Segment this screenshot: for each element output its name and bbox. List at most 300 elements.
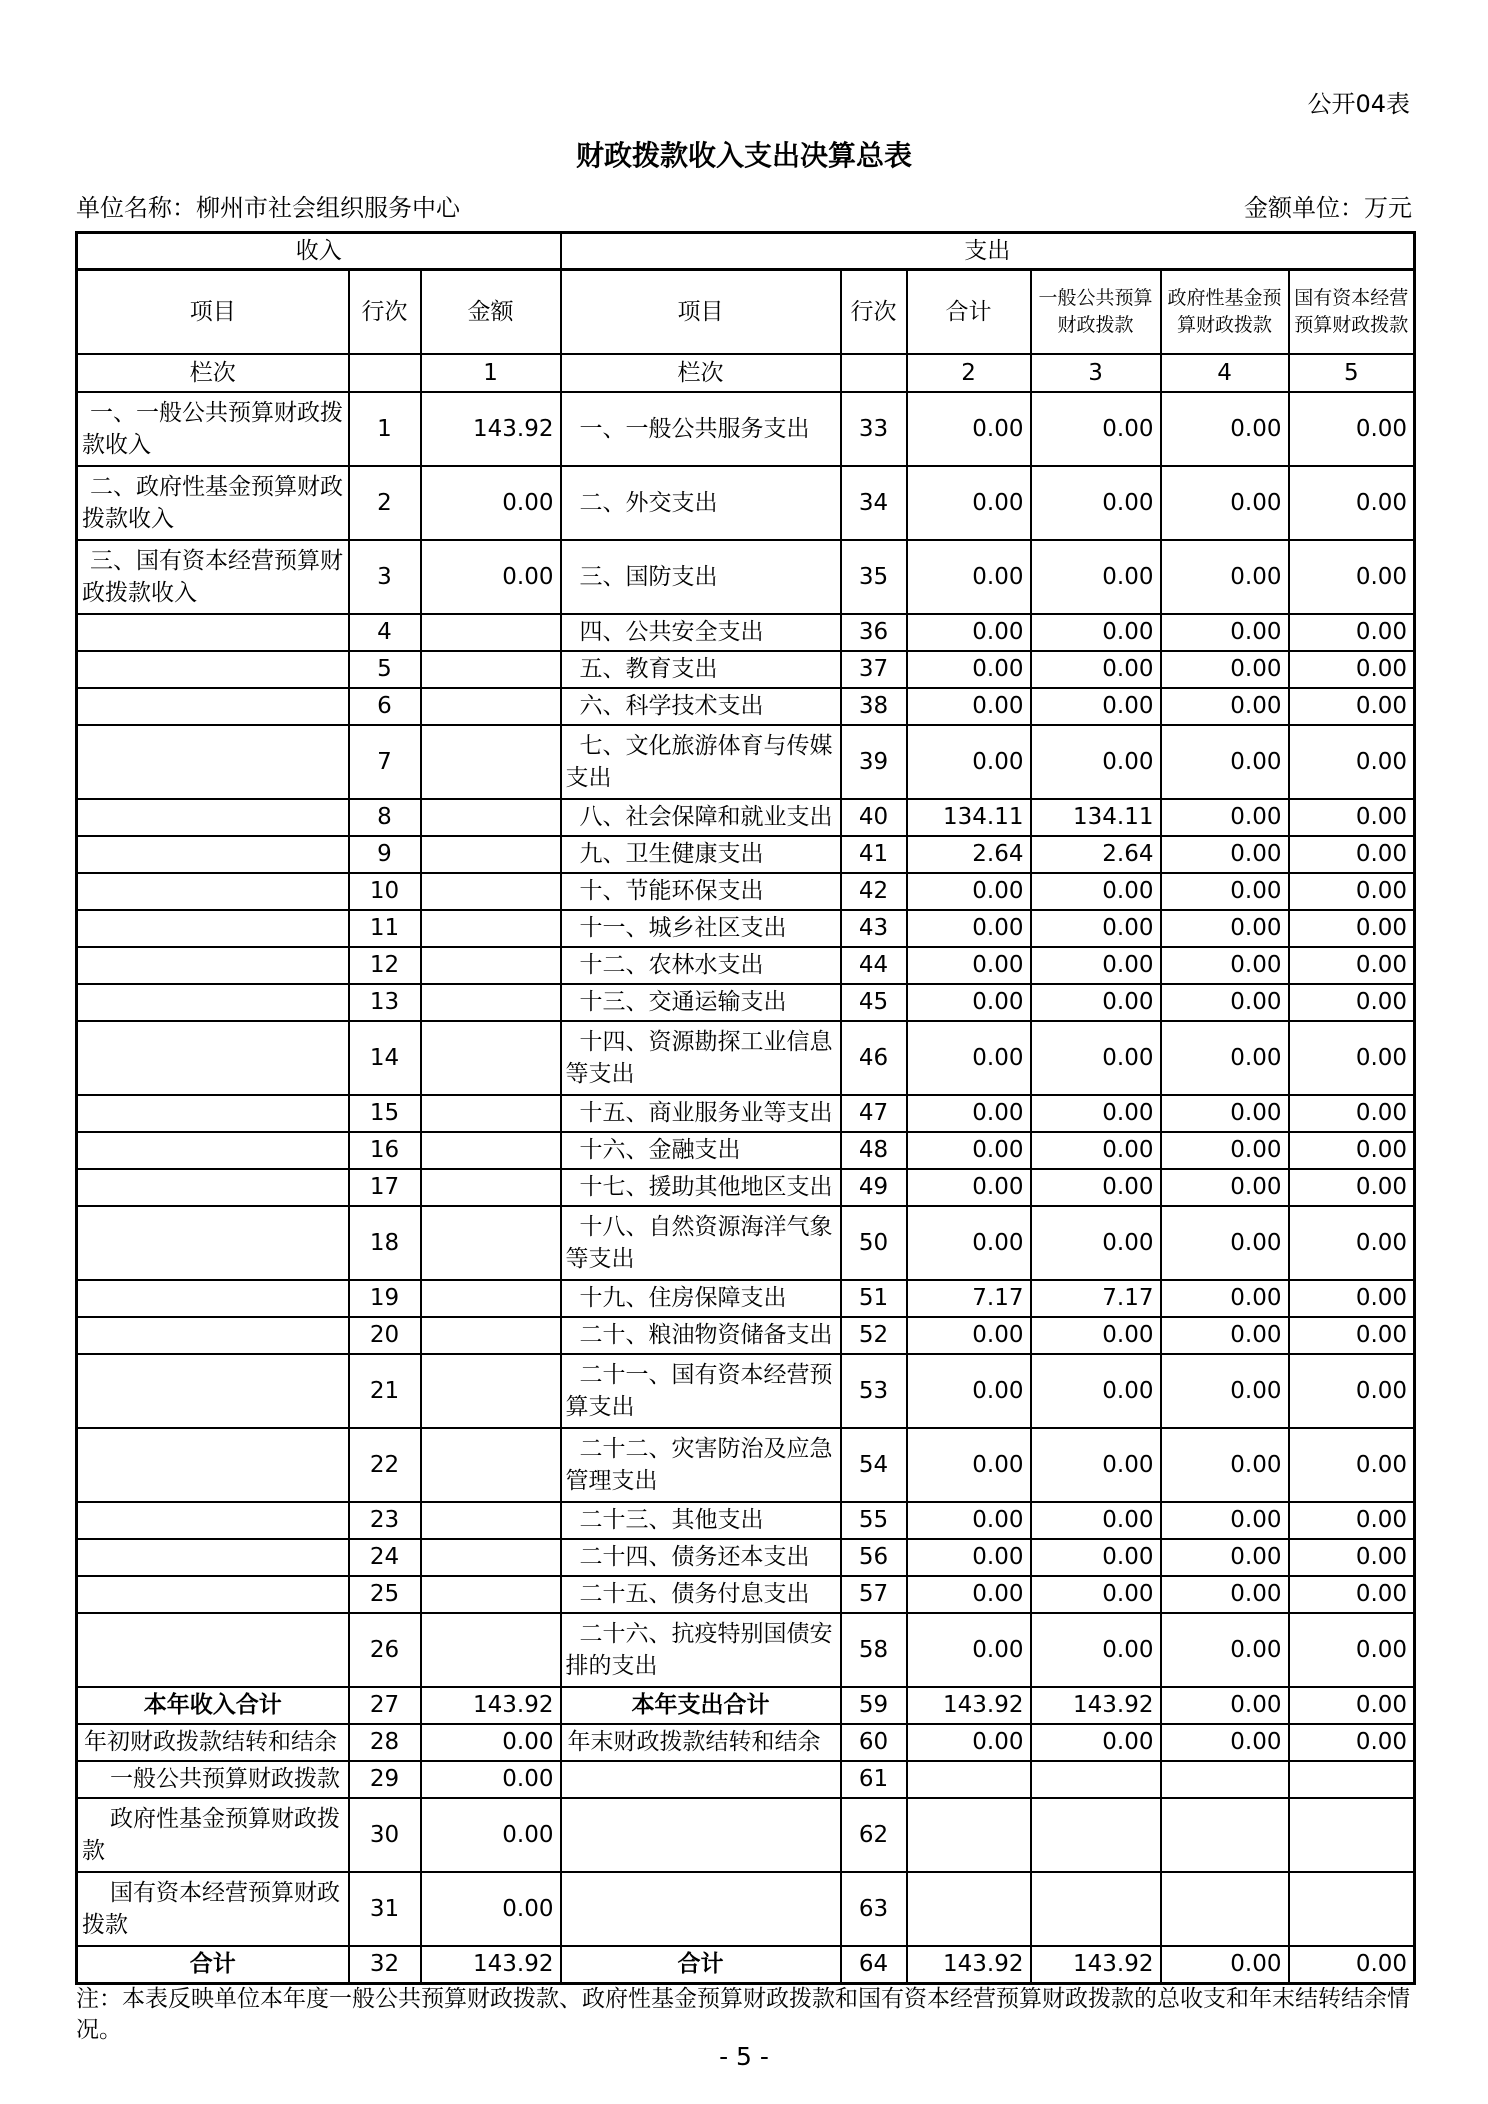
cell-general-public-budget: 0.00 (1031, 984, 1161, 1021)
cell-general-public-budget: 0.00 (1031, 1613, 1161, 1687)
cell-income-amount (421, 1206, 561, 1280)
cell-expense-item: 十六、金融支出 (561, 1132, 841, 1169)
cell-income-item (77, 688, 349, 725)
cell-gov-fund-budget: 0.00 (1161, 1206, 1289, 1280)
cell-expense-item: 十二、农林水支出 (561, 947, 841, 984)
cell-income-item (77, 1169, 349, 1206)
table-row (77, 1724, 1415, 1761)
cell-gov-fund-budget: 0.00 (1161, 947, 1289, 984)
income-section-header: 收入 (77, 233, 561, 270)
cell-general-public-budget: 0.00 (1031, 1317, 1161, 1354)
cell-income-amount (421, 1021, 561, 1095)
cell-expense-total: 0.00 (907, 873, 1031, 910)
cell-expense-line-no: 51 (841, 1280, 907, 1317)
cell-income-item: 二、政府性基金预算财政拨款收入 (77, 466, 349, 540)
cell-income-item (77, 1354, 349, 1428)
cell-gov-fund-budget: 0.00 (1161, 540, 1289, 614)
cell-gov-fund-budget: 0.00 (1161, 799, 1289, 836)
cell-income-amount: 0.00 (421, 1724, 561, 1761)
cell-gov-fund-budget: 0.00 (1161, 1132, 1289, 1169)
cell-state-capital-budget: 0.00 (1289, 1946, 1415, 1983)
cell-expense-line-no: 39 (841, 725, 907, 799)
header-gov-fund-budget: 政府性基金预算财政拨款 (1161, 270, 1289, 355)
cell-expense-total: 143.92 (907, 1687, 1031, 1724)
table-row (77, 725, 1415, 799)
cell-expense-line-no: 64 (841, 1946, 907, 1983)
cell-expense-total: 0.00 (907, 725, 1031, 799)
cell-income-line-no: 2 (349, 466, 421, 540)
cell-income-item (77, 910, 349, 947)
cell-expense-item: 一、一般公共服务支出 (561, 392, 841, 466)
cell-income-line-no: 15 (349, 1095, 421, 1132)
cell-income-item (77, 1206, 349, 1280)
cell-general-public-budget: 0.00 (1031, 1576, 1161, 1613)
cell-general-public-budget: 0.00 (1031, 688, 1161, 725)
cell-gov-fund-budget: 0.00 (1161, 1317, 1289, 1354)
cell-income-amount (421, 984, 561, 1021)
cell-income-line-no: 10 (349, 873, 421, 910)
cell-income-line-no: 24 (349, 1539, 421, 1576)
cell-expense-line-no: 53 (841, 1354, 907, 1428)
cell-state-capital-budget: 0.00 (1289, 392, 1415, 466)
cell-expense-item: 合计 (561, 1946, 841, 1983)
cell-general-public-budget: 0.00 (1031, 1539, 1161, 1576)
cell-expense-total: 0.00 (907, 1576, 1031, 1613)
cell-state-capital-budget: 0.00 (1289, 1132, 1415, 1169)
cell-income-amount (421, 614, 561, 651)
cell-state-capital-budget: 0.00 (1289, 1613, 1415, 1687)
cell-income-item (77, 1613, 349, 1687)
index-general-public-budget: 3 (1031, 354, 1161, 392)
cell-expense-item: 二十一、国有资本经营预算支出 (561, 1354, 841, 1428)
cell-income-line-no: 28 (349, 1724, 421, 1761)
cell-expense-item: 十九、住房保障支出 (561, 1280, 841, 1317)
cell-income-item (77, 1280, 349, 1317)
cell-gov-fund-budget: 0.00 (1161, 1613, 1289, 1687)
cell-expense-total: 0.00 (907, 1724, 1031, 1761)
cell-expense-line-no: 42 (841, 873, 907, 910)
cell-income-item (77, 799, 349, 836)
cell-gov-fund-budget: 0.00 (1161, 614, 1289, 651)
cell-general-public-budget: 134.11 (1031, 799, 1161, 836)
cell-general-public-budget: 0.00 (1031, 651, 1161, 688)
cell-general-public-budget (1031, 1798, 1161, 1872)
cell-expense-item: 本年支出合计 (561, 1687, 841, 1724)
amount-unit-label: 金额单位：万元 (1244, 194, 1412, 222)
cell-income-amount (421, 947, 561, 984)
cell-expense-item: 年末财政拨款结转和结余 (561, 1724, 841, 1761)
cell-state-capital-budget: 0.00 (1289, 725, 1415, 799)
cell-income-amount: 0.00 (421, 540, 561, 614)
cell-income-item (77, 725, 349, 799)
cell-state-capital-budget: 0.00 (1289, 947, 1415, 984)
cell-gov-fund-budget: 0.00 (1161, 836, 1289, 873)
index-income-item: 栏次 (77, 354, 349, 392)
cell-expense-total: 0.00 (907, 947, 1031, 984)
index-expense-item: 栏次 (561, 354, 841, 392)
cell-gov-fund-budget: 0.00 (1161, 873, 1289, 910)
cell-expense-line-no: 38 (841, 688, 907, 725)
cell-gov-fund-budget: 0.00 (1161, 1095, 1289, 1132)
table-row (77, 1428, 1415, 1502)
index-gov-fund-budget: 4 (1161, 354, 1289, 392)
cell-income-amount (421, 836, 561, 873)
cell-state-capital-budget: 0.00 (1289, 1280, 1415, 1317)
cell-income-line-no: 31 (349, 1872, 421, 1946)
cell-income-amount (421, 651, 561, 688)
cell-income-line-no: 11 (349, 910, 421, 947)
cell-gov-fund-budget: 0.00 (1161, 1687, 1289, 1724)
cell-expense-total: 0.00 (907, 1206, 1031, 1280)
cell-expense-item: 二十四、债务还本支出 (561, 1539, 841, 1576)
cell-state-capital-budget: 0.00 (1289, 466, 1415, 540)
cell-income-item: 合计 (77, 1946, 349, 1983)
cell-income-amount (421, 1317, 561, 1354)
cell-expense-item: 十八、自然资源海洋气象等支出 (561, 1206, 841, 1280)
cell-expense-total: 0.00 (907, 1317, 1031, 1354)
cell-general-public-budget: 0.00 (1031, 1206, 1161, 1280)
cell-expense-line-no: 59 (841, 1687, 907, 1724)
column-index-row (77, 354, 1415, 392)
cell-expense-item: 二十六、抗疫特别国债安排的支出 (561, 1613, 841, 1687)
cell-income-amount: 143.92 (421, 1687, 561, 1724)
cell-expense-item: 六、科学技术支出 (561, 688, 841, 725)
table-row (77, 984, 1415, 1021)
cell-income-line-no: 21 (349, 1354, 421, 1428)
index-income-amount: 1 (421, 354, 561, 392)
cell-expense-item: 九、卫生健康支出 (561, 836, 841, 873)
cell-state-capital-budget: 0.00 (1289, 688, 1415, 725)
cell-expense-total: 0.00 (907, 1428, 1031, 1502)
table-row (77, 1798, 1415, 1872)
cell-income-line-no: 29 (349, 1761, 421, 1798)
cell-general-public-budget: 143.92 (1031, 1687, 1161, 1724)
cell-expense-total: 7.17 (907, 1280, 1031, 1317)
cell-income-item (77, 1539, 349, 1576)
cell-income-line-no: 32 (349, 1946, 421, 1983)
cell-income-line-no: 19 (349, 1280, 421, 1317)
table-row (77, 1354, 1415, 1428)
cell-state-capital-budget: 0.00 (1289, 1021, 1415, 1095)
cell-income-line-no: 22 (349, 1428, 421, 1502)
cell-expense-item: 十、节能环保支出 (561, 873, 841, 910)
table-row (77, 1021, 1415, 1095)
cell-state-capital-budget: 0.00 (1289, 984, 1415, 1021)
cell-expense-item: 二十、粮油物资储备支出 (561, 1317, 841, 1354)
cell-income-amount (421, 1354, 561, 1428)
cell-income-item (77, 1502, 349, 1539)
cell-expense-item: 七、文化旅游体育与传媒支出 (561, 725, 841, 799)
cell-expense-item: 二十五、债务付息支出 (561, 1576, 841, 1613)
cell-income-item (77, 836, 349, 873)
cell-expense-item: 二、外交支出 (561, 466, 841, 540)
cell-expense-line-no: 44 (841, 947, 907, 984)
cell-expense-line-no: 45 (841, 984, 907, 1021)
table-row (77, 799, 1415, 836)
cell-state-capital-budget: 0.00 (1289, 651, 1415, 688)
cell-income-item (77, 947, 349, 984)
cell-income-line-no: 17 (349, 1169, 421, 1206)
table-row (77, 873, 1415, 910)
cell-state-capital-budget (1289, 1761, 1415, 1798)
cell-general-public-budget: 0.00 (1031, 947, 1161, 984)
cell-expense-line-no: 54 (841, 1428, 907, 1502)
cell-income-amount (421, 1613, 561, 1687)
cell-gov-fund-budget: 0.00 (1161, 725, 1289, 799)
cell-general-public-budget: 143.92 (1031, 1946, 1161, 1983)
table-row (77, 1539, 1415, 1576)
cell-expense-total: 143.92 (907, 1946, 1031, 1983)
cell-general-public-budget: 2.64 (1031, 836, 1161, 873)
cell-general-public-budget: 0.00 (1031, 392, 1161, 466)
header-state-capital-budget: 国有资本经营预算财政拨款 (1289, 270, 1415, 355)
cell-income-amount (421, 725, 561, 799)
cell-general-public-budget: 0.00 (1031, 1428, 1161, 1502)
cell-state-capital-budget: 0.00 (1289, 1317, 1415, 1354)
cell-general-public-budget: 0.00 (1031, 1169, 1161, 1206)
cell-expense-total: 134.11 (907, 799, 1031, 836)
page-title: 财政拨款收入支出决算总表 (575, 139, 912, 172)
cell-expense-line-no: 35 (841, 540, 907, 614)
cell-income-amount (421, 873, 561, 910)
table-row (77, 910, 1415, 947)
cell-income-amount: 143.92 (421, 392, 561, 466)
cell-expense-total: 0.00 (907, 1169, 1031, 1206)
cell-income-amount: 0.00 (421, 1761, 561, 1798)
cell-general-public-budget: 0.00 (1031, 1132, 1161, 1169)
cell-expense-total: 0.00 (907, 651, 1031, 688)
table-row (77, 1095, 1415, 1132)
cell-expense-line-no: 61 (841, 1761, 907, 1798)
cell-state-capital-budget (1289, 1872, 1415, 1946)
cell-income-line-no: 4 (349, 614, 421, 651)
cell-general-public-budget: 0.00 (1031, 725, 1161, 799)
table-row (77, 1946, 1415, 1983)
cell-state-capital-budget: 0.00 (1289, 1576, 1415, 1613)
cell-income-amount (421, 1539, 561, 1576)
cell-expense-line-no: 62 (841, 1798, 907, 1872)
cell-expense-item (561, 1761, 841, 1798)
cell-gov-fund-budget: 0.00 (1161, 688, 1289, 725)
cell-income-line-no: 13 (349, 984, 421, 1021)
cell-income-amount (421, 1132, 561, 1169)
cell-income-line-no: 30 (349, 1798, 421, 1872)
cell-income-item: 年初财政拨款结转和结余 (77, 1724, 349, 1761)
cell-state-capital-budget: 0.00 (1289, 799, 1415, 836)
cell-expense-item (561, 1872, 841, 1946)
cell-gov-fund-budget: 0.00 (1161, 910, 1289, 947)
cell-expense-line-no: 37 (841, 651, 907, 688)
cell-income-item (77, 1132, 349, 1169)
cell-income-item (77, 984, 349, 1021)
table-row (77, 1317, 1415, 1354)
cell-expense-total (907, 1798, 1031, 1872)
cell-income-line-no: 6 (349, 688, 421, 725)
header-expense-item: 项目 (561, 270, 841, 355)
cell-gov-fund-budget: 0.00 (1161, 1169, 1289, 1206)
cell-expense-item: 二十三、其他支出 (561, 1502, 841, 1539)
cell-gov-fund-budget: 0.00 (1161, 1428, 1289, 1502)
table-row (77, 1169, 1415, 1206)
cell-expense-item: 四、公共安全支出 (561, 614, 841, 651)
cell-gov-fund-budget: 0.00 (1161, 1576, 1289, 1613)
cell-income-line-no: 20 (349, 1317, 421, 1354)
meta-row (76, 188, 1412, 223)
cell-income-item (77, 651, 349, 688)
cell-gov-fund-budget (1161, 1761, 1289, 1798)
cell-state-capital-budget: 0.00 (1289, 1539, 1415, 1576)
cell-expense-total: 0.00 (907, 1354, 1031, 1428)
cell-expense-total: 0.00 (907, 1021, 1031, 1095)
fiscal-appropriation-table (75, 231, 1416, 1985)
cell-income-line-no: 9 (349, 836, 421, 873)
cell-income-item (77, 1428, 349, 1502)
table-row (77, 1206, 1415, 1280)
table-row (77, 1761, 1415, 1798)
cell-gov-fund-budget: 0.00 (1161, 984, 1289, 1021)
cell-expense-total: 2.64 (907, 836, 1031, 873)
cell-state-capital-budget: 0.00 (1289, 1169, 1415, 1206)
cell-state-capital-budget: 0.00 (1289, 836, 1415, 873)
cell-income-item: 一般公共预算财政拨款 (77, 1761, 349, 1798)
cell-income-amount (421, 688, 561, 725)
table-row (77, 947, 1415, 984)
cell-expense-line-no: 55 (841, 1502, 907, 1539)
cell-expense-total: 0.00 (907, 1613, 1031, 1687)
cell-general-public-budget: 0.00 (1031, 910, 1161, 947)
cell-income-amount (421, 1280, 561, 1317)
footnote: 注：本表反映单位本年度一般公共预算财政拨款、政府性基金预算财政拨款和国有资本经营预算财政拨款的总收支和年末结转结余情况。 (76, 1986, 1410, 2044)
cell-income-line-no: 14 (349, 1021, 421, 1095)
cell-income-item (77, 1576, 349, 1613)
cell-expense-total: 0.00 (907, 540, 1031, 614)
cell-general-public-budget: 0.00 (1031, 873, 1161, 910)
cell-expense-item: 三、国防支出 (561, 540, 841, 614)
cell-income-amount (421, 1428, 561, 1502)
cell-gov-fund-budget: 0.00 (1161, 1280, 1289, 1317)
cell-income-line-no: 3 (349, 540, 421, 614)
index-income-line-no (349, 354, 421, 392)
table-row (77, 1872, 1415, 1946)
table-row (77, 1687, 1415, 1724)
header-expense-line-no: 行次 (841, 270, 907, 355)
cell-state-capital-budget: 0.00 (1289, 614, 1415, 651)
cell-state-capital-budget: 0.00 (1289, 1687, 1415, 1724)
cell-gov-fund-budget: 0.00 (1161, 1354, 1289, 1428)
cell-general-public-budget (1031, 1761, 1161, 1798)
cell-state-capital-budget: 0.00 (1289, 1206, 1415, 1280)
cell-income-amount: 0.00 (421, 1872, 561, 1946)
cell-state-capital-budget: 0.00 (1289, 540, 1415, 614)
expense-section-header: 支出 (561, 233, 1415, 270)
cell-income-line-no: 7 (349, 725, 421, 799)
cell-expense-line-no: 63 (841, 1872, 907, 1946)
table-row (77, 466, 1415, 540)
cell-expense-item: 十三、交通运输支出 (561, 984, 841, 1021)
cell-gov-fund-budget (1161, 1798, 1289, 1872)
cell-gov-fund-budget: 0.00 (1161, 1502, 1289, 1539)
cell-income-item (77, 1021, 349, 1095)
table-row (77, 392, 1415, 466)
cell-income-amount: 143.92 (421, 1946, 561, 1983)
header-income-amount: 金额 (421, 270, 561, 355)
cell-income-line-no: 27 (349, 1687, 421, 1724)
cell-income-line-no: 12 (349, 947, 421, 984)
cell-expense-total: 0.00 (907, 392, 1031, 466)
cell-income-line-no: 18 (349, 1206, 421, 1280)
cell-income-item: 本年收入合计 (77, 1687, 349, 1724)
cell-expense-line-no: 34 (841, 466, 907, 540)
cell-gov-fund-budget: 0.00 (1161, 1021, 1289, 1095)
header-general-public-budget: 一般公共预算财政拨款 (1031, 270, 1161, 355)
cell-income-amount (421, 910, 561, 947)
table-row (77, 1132, 1415, 1169)
cell-state-capital-budget: 0.00 (1289, 1502, 1415, 1539)
table-row (77, 540, 1415, 614)
cell-expense-total: 0.00 (907, 1095, 1031, 1132)
cell-general-public-budget: 0.00 (1031, 1502, 1161, 1539)
cell-expense-total: 0.00 (907, 1502, 1031, 1539)
fiscal-table-wrap (75, 231, 1416, 1985)
cell-income-item: 三、国有资本经营预算财政拨款收入 (77, 540, 349, 614)
cell-general-public-budget: 0.00 (1031, 614, 1161, 651)
doc-code-label: 公开04表 (1307, 90, 1410, 118)
cell-general-public-budget (1031, 1872, 1161, 1946)
table-row (77, 836, 1415, 873)
cell-expense-line-no: 50 (841, 1206, 907, 1280)
cell-general-public-budget: 0.00 (1031, 1724, 1161, 1761)
cell-expense-total: 0.00 (907, 984, 1031, 1021)
cell-general-public-budget: 0.00 (1031, 1021, 1161, 1095)
cell-income-item (77, 614, 349, 651)
cell-general-public-budget: 0.00 (1031, 1095, 1161, 1132)
cell-income-line-no: 8 (349, 799, 421, 836)
table-row (77, 614, 1415, 651)
cell-state-capital-budget: 0.00 (1289, 1354, 1415, 1428)
cell-expense-line-no: 47 (841, 1095, 907, 1132)
cell-income-amount (421, 799, 561, 836)
cell-expense-line-no: 33 (841, 392, 907, 466)
cell-expense-line-no: 58 (841, 1613, 907, 1687)
cell-expense-total: 0.00 (907, 614, 1031, 651)
table-row (77, 1280, 1415, 1317)
cell-general-public-budget: 7.17 (1031, 1280, 1161, 1317)
cell-expense-line-no: 46 (841, 1021, 907, 1095)
cell-income-line-no: 16 (349, 1132, 421, 1169)
cell-gov-fund-budget: 0.00 (1161, 1539, 1289, 1576)
cell-gov-fund-budget: 0.00 (1161, 651, 1289, 688)
cell-income-line-no: 25 (349, 1576, 421, 1613)
cell-gov-fund-budget: 0.00 (1161, 1724, 1289, 1761)
cell-general-public-budget: 0.00 (1031, 1354, 1161, 1428)
cell-expense-total: 0.00 (907, 466, 1031, 540)
header-income-item: 项目 (77, 270, 349, 355)
cell-expense-line-no: 49 (841, 1169, 907, 1206)
cell-expense-total: 0.00 (907, 688, 1031, 725)
cell-gov-fund-budget (1161, 1872, 1289, 1946)
cell-expense-line-no: 36 (841, 614, 907, 651)
table-row (77, 1576, 1415, 1613)
cell-gov-fund-budget: 0.00 (1161, 1946, 1289, 1983)
cell-expense-line-no: 56 (841, 1539, 907, 1576)
cell-expense-line-no: 52 (841, 1317, 907, 1354)
cell-state-capital-budget: 0.00 (1289, 873, 1415, 910)
cell-expense-total: 0.00 (907, 910, 1031, 947)
cell-income-item (77, 1095, 349, 1132)
unit-name-label: 单位名称：柳州市社会组织服务中心 (76, 194, 460, 222)
index-expense-total: 2 (907, 354, 1031, 392)
section-header-row (77, 233, 1415, 270)
